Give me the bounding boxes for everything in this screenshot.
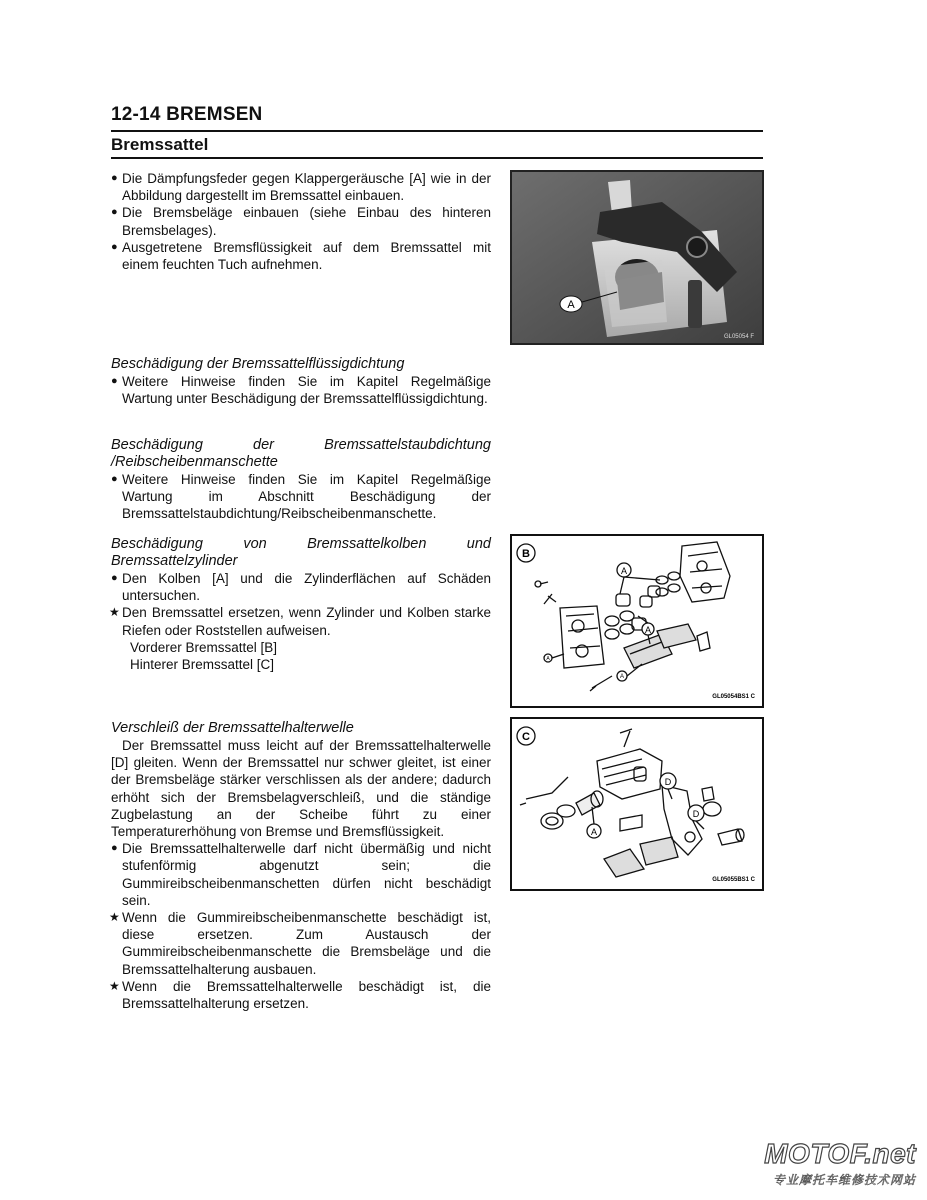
figure-code: GL05055BS1 C <box>712 877 755 883</box>
section-heading: Beschädigung der Bremssattelflüssigdichtung <box>111 356 405 372</box>
piston-section <box>111 536 491 673</box>
star-marker: ★ <box>109 910 120 925</box>
label-a: A <box>567 299 575 311</box>
list-item: ● Die Dämpfungsfeder gegen Klappergeräusche [A] wie in der Abbildung dargestellt im Bremssattel einbauen. <box>111 171 491 204</box>
section-heading-cont: /Reibscheibenmanschette <box>111 454 278 470</box>
bullet-marker: ● <box>111 375 118 387</box>
figure-code: GL05054BS1 C <box>712 694 755 700</box>
header-rule-top <box>111 130 763 132</box>
label-d: D <box>664 777 672 787</box>
label-b: B <box>522 548 530 560</box>
section-heading: Verschleiß der Bremssattelhalterwelle <box>111 720 354 736</box>
header-rule-bottom <box>111 157 763 159</box>
label-a: A <box>590 827 598 837</box>
caliper-photo-image <box>512 172 762 343</box>
bullet-marker: ● <box>111 842 118 855</box>
dust-seal-section <box>111 437 491 523</box>
front-caliper-line: Vorderer Bremssattel [B] <box>130 639 278 655</box>
bullet-marker: ● <box>111 572 118 584</box>
list-item: ● Weitere Hinweise finden Sie im Kapitel Regelmäßige Wartung im Abschnitt Beschädigung der Bremssattelstaubdichtung/Reibscheibenmanschette. <box>111 472 491 522</box>
fluid-seal-section <box>111 356 491 407</box>
list-item: ★ Den Bremssattel ersetzen, wenn Zylinder und Kolben starke Riefen oder Roststellen aufweisen. <box>109 605 491 638</box>
rear-caliper-diagram <box>510 717 764 891</box>
section-heading: Beschädigung von Bremssattelkolben und <box>111 536 491 552</box>
label-a-4: A <box>619 674 625 680</box>
label-a-2: A <box>644 625 652 635</box>
bullet-marker: ● <box>111 240 118 253</box>
list-item: ● Die Bremsbeläge einbauen (siehe Einbau des hinteren Bremsbelages). <box>111 205 491 238</box>
list-item: ★ Wenn die Gummireibscheibenmanschette beschädigt ist, diese ersetzen. Zum Austausch der Gummireibscheibenmanschette die Bremsbeläge und die Bremssattelhalterung ausbauen. <box>109 910 491 977</box>
rear-caliper-line: Hinterer Bremssattel [C] <box>130 657 275 673</box>
bullet-marker: ● <box>111 172 118 184</box>
list-item: ★ Wenn die Bremssattelhalterwelle beschädigt ist, die Bremssattelhalterung ersetzen. <box>109 978 491 1012</box>
intro-section <box>111 170 491 273</box>
list-item: ● Weitere Hinweise finden Sie im Kapitel Regelmäßige Wartung unter Beschädigung der Bremssattelflüssigdichtung. <box>111 374 491 407</box>
rear-caliper-drawing <box>512 719 762 889</box>
front-caliper-diagram <box>510 534 764 708</box>
star-marker: ★ <box>109 978 120 993</box>
list-item: ● Die Bremssattelhalterwelle darf nicht übermäßig und nicht stufenförmig abgenutzt sein; die Gummireibscheibenmanschetten dürfen nicht beschädigt sein. <box>111 841 491 908</box>
shaft-section <box>111 720 491 1012</box>
bullet-marker: ● <box>111 206 118 219</box>
label-a: A <box>620 566 628 576</box>
watermark <box>758 1138 920 1188</box>
list-item: ● Ausgetretene Bremsflüssigkeit auf dem Bremssattel mit einem feuchten Tuch aufnehmen. <box>111 239 491 273</box>
watermark-logo: MOTOF.net <box>764 1138 916 1169</box>
figure-code: GL05054 F <box>723 334 754 340</box>
star-marker: ★ <box>109 605 120 620</box>
section-heading: Beschädigung der Bremssattelstaubdichtung <box>111 437 491 453</box>
chapter-title: 12-14 BREMSEN <box>111 104 263 125</box>
list-item: ● Den Kolben [A] und die Zylinderflächen auf Schäden untersuchen. <box>111 571 491 604</box>
front-caliper-drawing <box>512 536 762 706</box>
label-a-3: A <box>546 656 550 662</box>
section-heading-cont: Bremssattelzylinder <box>111 553 238 569</box>
paragraph: Der Bremssattel muss leicht auf der Bremssattelhalterwelle [D] gleiten. Wenn der Bremssattel nur schwer gleitet, ist einer der Bremsbeläge stärker verschlissen als der andere; dadurch erhöht sich der Bremsbelagverschleiß, und die ständige Zugbelastung an der Scheibe führt zu einer Temperaturerhöhung von Bremse und Bremsflüssigkeit. <box>111 738 491 840</box>
label-d-2: D <box>692 809 700 819</box>
watermark-tagline: 专业摩托车维修技术网站 <box>772 1173 916 1187</box>
label-c: C <box>522 731 530 743</box>
bullet-marker: ● <box>111 473 118 485</box>
section-title: Bremssattel <box>111 135 209 154</box>
caliper-photo <box>510 170 764 345</box>
